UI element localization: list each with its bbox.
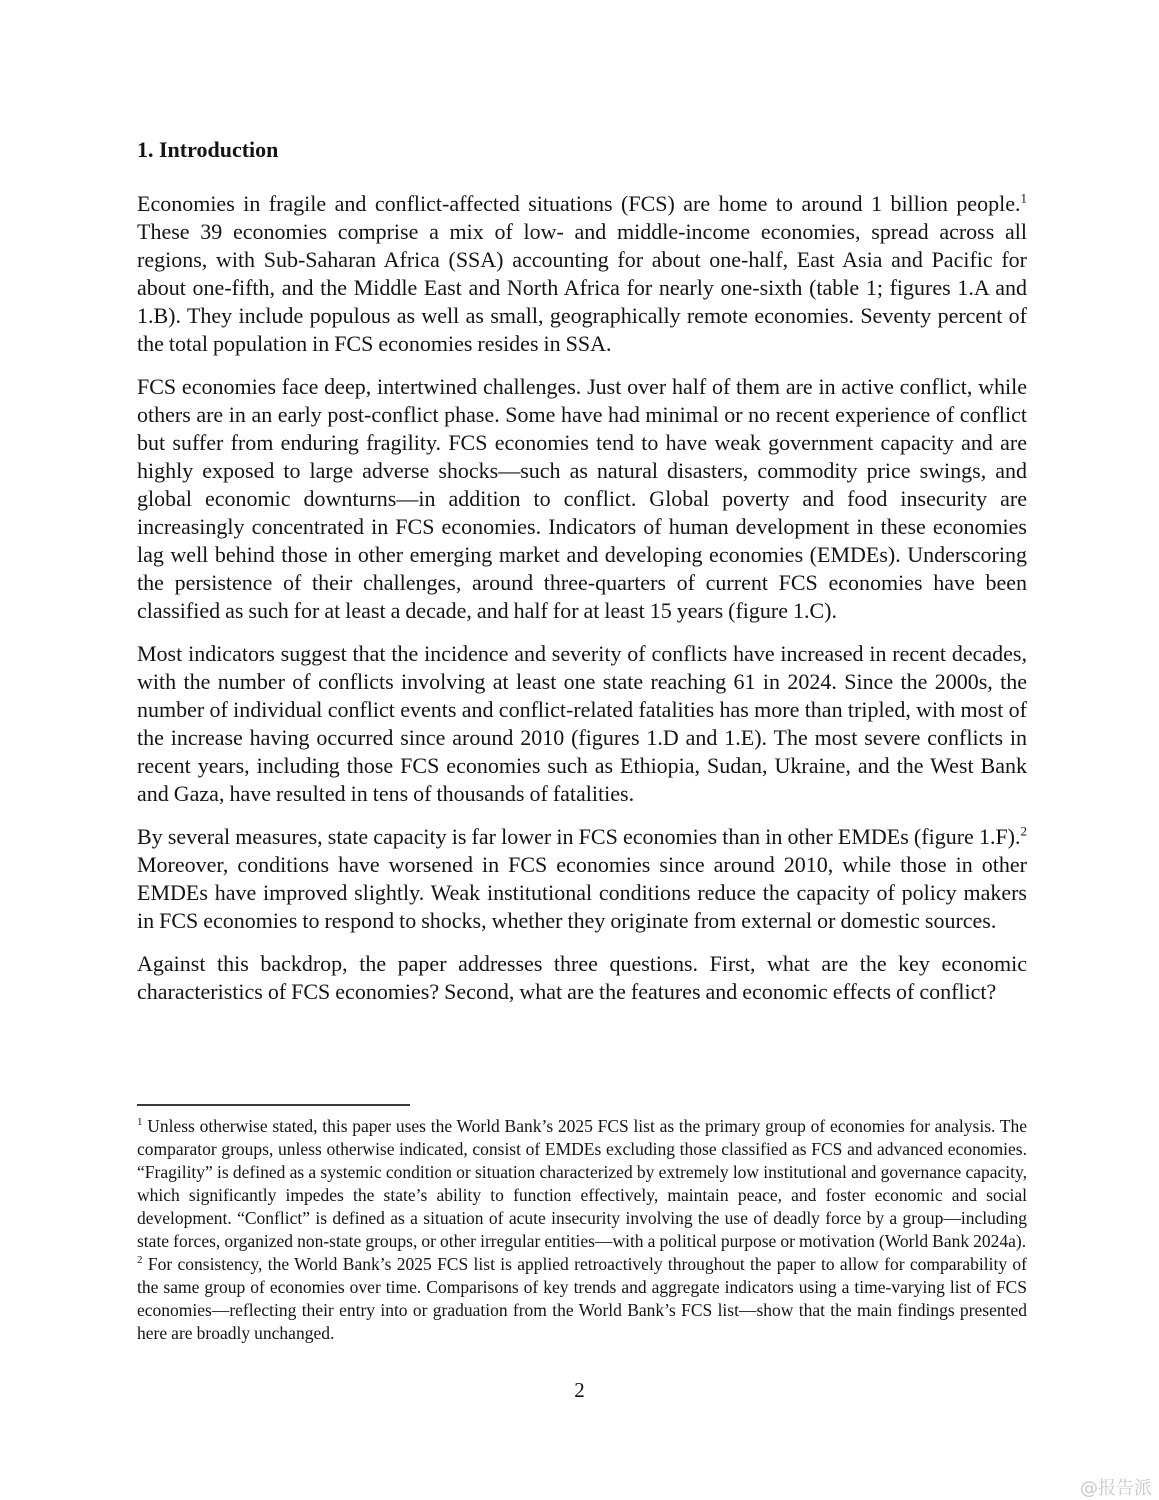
- footnote-reference-2: 2: [1020, 823, 1027, 839]
- body-paragraph: FCS economies face deep, intertwined challenges. Just over half of them are in active conflict, while others are in an early post-conflict phase. Some have had minimal or no recent experience of conflict but suffer from enduring fragility. FCS economies tend to have weak government capacity and are highly exposed to large adverse shocks—such as natural disasters, commodity price swings, and global economic downturns—in addition to conflict. Global poverty and food insecurity are increasingly concentrated in FCS economies. Indicators of human development in these economies lag well behind those in other emerging market and developing economies (EMDEs). Underscoring the persistence of their challenges, around three-quarters of current FCS economies have been classified as such for at least a decade, and half for at least 15 years (figure 1.C).: [137, 374, 1027, 623]
- footnote-reference-1: 1: [1020, 190, 1027, 206]
- paragraph-text: Economies in fragile and conflict-affected situations (FCS) are home to around 1 billion people.: [137, 191, 1021, 216]
- body-text-block: [137, 138, 1027, 1021]
- footnote: [137, 1253, 1027, 1345]
- paragraph-text: By several measures, state capacity is far lower in FCS economies than in other EMDEs (figure 1.F).: [137, 824, 1021, 849]
- footnote-marker-1: 1: [137, 1116, 143, 1129]
- body-paragraph: [137, 823, 1027, 935]
- footnote-separator: [137, 1104, 410, 1106]
- body-paragraph: Most indicators suggest that the incidence and severity of conflicts have increased in recent decades, with the number of conflicts involving at least one state reaching 61 in 2024. Since the 2000s, the number of individual conflict events and conflict-related fatalities has more than tripled, with most of the increase having occurred since around 2010 (figures 1.D and 1.E). The most severe conflicts in recent years, including those FCS economies such as Ethiopia, Sudan, Ukraine, and the West Bank and Gaza, have resulted in tens of thousands of fatalities.: [137, 641, 1027, 806]
- body-paragraph: Against this backdrop, the paper addresses three questions. First, what are the key economic characteristics of FCS economies? Second, what are the features and economic effects of conflict?: [137, 951, 1027, 1004]
- footnote-marker-2: 2: [137, 1254, 143, 1267]
- footnote: [137, 1115, 1027, 1253]
- paragraph-text: Moreover, conditions have worsened in FCS economies since around 2010, while those in other EMDEs have improved slightly. Weak institutional conditions reduce the capacity of policy makers in FCS economies to respond to shocks, whether they originate from external or domestic sources.: [137, 852, 1027, 933]
- footnote-text: For consistency, the World Bank’s 2025 FCS list is applied retroactively throughout the paper to allow for comparability of the same group of economies over time. Comparisons of key trends and aggregate indicators using a time-varying list of FCS economies—reflecting their entry into or graduation from the World Bank’s FCS list—show that the main findings presented here are broadly unchanged.: [137, 1254, 1027, 1343]
- page-number: 2: [574, 1378, 585, 1402]
- section-heading: 1. Introduction: [137, 137, 279, 162]
- footnote-text: Unless otherwise stated, this paper uses the World Bank’s 2025 FCS list as the primary group of economies for analysis. The comparator groups, unless otherwise indicated, consist of EMDEs excluding those classified as FCS and advanced economies. “Fragility” is defined as a systemic condition or situation characterized by extremely low institutional and governance capacity, which significantly impedes the state’s ability to function effectively, maintain peace, and foster economic and social development. “Conflict” is defined as a situation of acute insecurity involving the use of deadly force by a group—including state forces, organized non-state groups, or other irregular entities—with a political purpose or motivation (World Bank 2024a).: [137, 1116, 1027, 1251]
- footnote-block: [137, 1104, 1027, 1345]
- watermark: @报告派: [1080, 1478, 1152, 1499]
- body-paragraph: [137, 190, 1027, 358]
- paragraph-text: These 39 economies comprise a mix of low- and middle-income economies, spread across all regions, with Sub-Saharan Africa (SSA) accounting for about one-half, East Asia and Pacific for about one-fifth, and the Middle East and North Africa for nearly one-sixth (table 1; figures 1.A and 1.B). They include populous as well as small, geographically remote economies. Seventy percent of the total population in FCS economies resides in SSA.: [137, 219, 1027, 356]
